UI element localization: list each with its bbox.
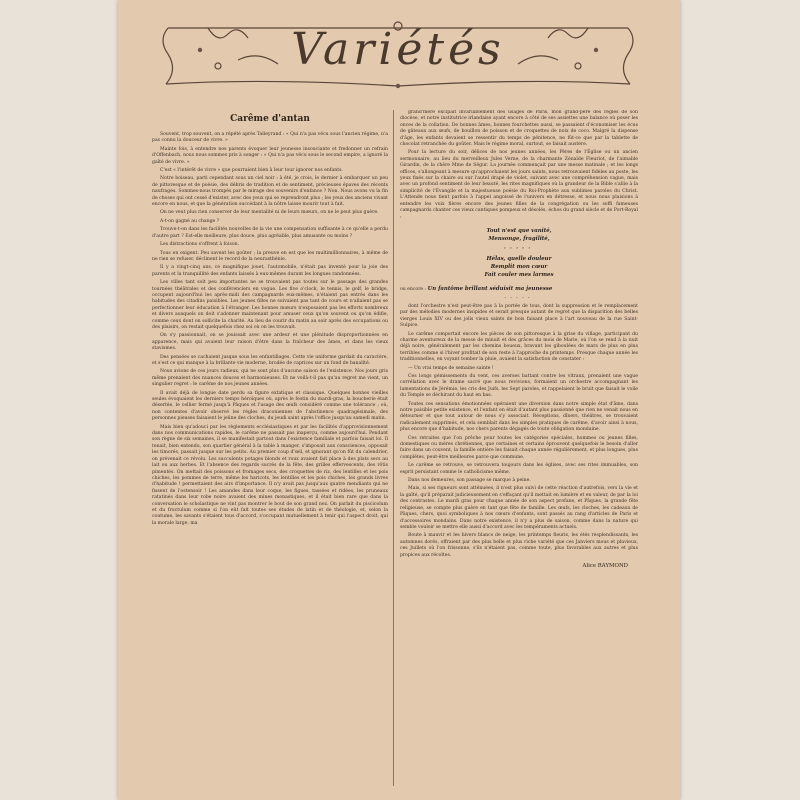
author-signature: Alice RAYMOND	[582, 562, 628, 569]
article-paragraph: Boute à mauvir et les hivers blancs de neige, les printemps fleuris, les étés resplendissants, les automnes dorés, offraient par des plus belle et plus riche variété que ces Janviers mous et pluvieux, ces Juillets où l'on frissonne, s'ils n'étaient pas, comme toute, plus favorables aux autres et plus propices aux récoltes.	[400, 533, 638, 558]
article-paragraph: A-t-on gagné au change ?	[160, 218, 220, 224]
article-paragraph: Des pensées se cachaient jusque sous les enfantillages. Cette vie uniforme gardait du caractère, et s'est ce qui manque à la brillante vie moderne, brodée de caprices sur un fond de banalité.	[152, 354, 388, 366]
article-paragraph: grand'mère excipait invariablement des usages de Paris, mon grand-père des règles de son diocèse, et notre institutrice irlandaise ayant encore à côté de ses assiettes une balance où poser les onces de la collation. De bonnes âmes, bonnes fourchettes aussi, se passaient d'économiser les écus de gâteaux aux œufs, de bouillon de poisson et de croquettes de noix de coco. Malgré la dispense d'âge, les enfants devaient se ressentir du temps de pénitence, ne fût-ce que par la tablette de chocolat retranchée du goûter. Mais le régime moral, surtout, se faisait austère.	[400, 110, 638, 148]
poem-lead-line	[400, 285, 638, 293]
poem-line: Fait couler mes larmes	[484, 271, 554, 278]
article-paragraph: Les distractions s'offrent à foison.	[160, 242, 240, 248]
article-paragraph: Mais bien qu'adouci par les règlements ecclésiastiques et par les facilités d'approvisionnement dans nos communications rapides, le carême ne passait pas inaperçu, comme aujourd'hui. Pendant son règne de six semaines, il se manifestait partout dans l'existence familiale et parfois faisait loi. Il tenait, bien entendu, son quartier général à la table à manger, s'imposait aux consciences, opposait les timorés, passait jusque sur les petits. Au premier coup d'œil, et ignorant qu'on fût du calendrier, on prévenait ce révolu. Les succulents potages blonds et roux avaient fait place à des plats secs au lait ou aux herbes. Et l'absence des regards sucrés de la fête, des grilles effervescents, des rôtis pimentés. On mettait des poissons et fromages secs, des croquettes de riz, des lentilles et les pois chiches, les pommes de terre, même les haricots, les lentilles et les pois chiches, les grands livres d'habitude ! permettaient des airs d'importance. Il n'y avait pas jusqu'aux quatre mendiants qui ne fissent de l'ostensoir ! Les amandes dans leur coque, les figues, tassées et ridées, les pruneaux ratatinés dans leur robe noire avaient des mines monastiques, et il était bien rare que dans la conversation le scholastique ne vint pas montrer le bout de son grand nez. On parlait du piscicolum et du fructulum comme si l'on eût fait toutes ses études de latin et de théologie, et, selon la coutume, les savants s'étaient tous d'accord, s'occupant mutuellement à tenir qui l'aspect droit, qui la morale large, ma	[152, 424, 388, 526]
column-divider	[393, 110, 394, 786]
article-paragraph: On ne veut plus rien conserver de leur mentalité ni de leurs mœurs, on ne le peut plus guère.	[160, 210, 379, 216]
article-paragraph: dont l'orchestre n'est peut-être pas à la portée de tous, dont la suppression et le remplacement par des mélodies modernes insipides et serait presque autant de regret que la disparition des belles vierges Louis XIV ou des jolis vieux saints de bois faisant place à l'art nouveau de la rue Saint-Sulpice.	[400, 303, 638, 329]
poem-block	[400, 227, 638, 279]
poem-separator: ·····	[503, 244, 535, 252]
article-paragraph: Tous en exigent. Peu savent les goûter ; la preuve en est que les multimillionnaires, à même de ne rien se refuser, déclinent le record de la neurasthénie.	[152, 250, 388, 262]
left-paragraphs	[152, 132, 388, 527]
left-column	[152, 110, 388, 786]
banner-title: Variétés	[291, 24, 505, 75]
article-paragraph: Toutes ces sensations émotionnées opéraient une diversion dans notre simple état d'âme, dans notre paisible petite existence, et l'enfant en était d'autant plus passionné que rien ne venait nous en détourner et que tout autour de nous s'y associait. Réceptions, dîners, théâtres, se trouvaient radicalement supprimés, et cela semblait dans les simples pratiques de carême, d'avoir ainsi à nous, plus encore que d'habitude, nos chers parents dégagés de toute obligation mondaine.	[400, 401, 638, 433]
article-paragraph: Nous avions de ces jours radieux, qui ne sont plus d'aucune saison de l'existence. Nos jours gris même prenaient des nuances douces et harmonieuses. Et ne voilà-t-il pas qu'au regret me vient, un singulier regret : le carême de nos jeunes années.	[152, 369, 388, 388]
article-paragraph: Il y a vingt-cinq ans, ce magnifique jouet, l'automobile, n'était pas inventé pour la joie des parents et la tranquillité des enfants laissés à eux-mêmes durant les longues randonnées.	[152, 265, 388, 277]
poem-line: Remplit mon cœur	[490, 263, 548, 270]
article-paragraph: Le carême se retrouve, se retrouvera toujours dans les églises, avec ses rites immuables, son esprit persistant comme le catholicisme même.	[400, 463, 638, 475]
right-column	[400, 110, 638, 786]
article-paragraph: Il avait déjà de longue date perdu sa figure extatique et classique. Quelques bonnes vieilles seules évoquaient les derniers temps héroïques où, après le festin du mardi-gras, la boucherie était désertée, le cellier fermé jusqu'à Pâques et l'usage des œufs considéré comme une tolérance ; où, non contentes d'avoir observé les règles draconiennes de l'abstinence quadragésimale, des personnes pieuses faisaient le jeûne des cloches, du jeudi saint après l'office jusqu'au samedi matin.	[152, 390, 388, 422]
poem-line: Hélas, quelle douleur	[486, 255, 552, 262]
article-paragraph: C'est « l'intérêt de vivre » que pourraient bien à leur tour ignorer nos enfants.	[160, 168, 343, 174]
section-banner	[148, 20, 648, 92]
newspaper-page	[118, 0, 680, 800]
right-paragraphs	[400, 110, 638, 221]
article-title: Carême d'antan	[230, 114, 310, 124]
poem-separator: ·····	[504, 294, 534, 302]
article-paragraph: Mais, si ses rigueurs sont atténuées, il n'est plus suivi de cette réaction d'autrefois, vers la vie et la gaîté, qu'il préparait judicieusement en s'effaçant qu'il mettait en lumière et en valeur, de par la loi des contrastes. Le mardi gras pour chaque année de son aspect profane, et Pâques, la grande fête religieuse, se compte plus guère en tant que fête de famille. Les œufs, les cloches, les cadeaux de Pâques, chers, quoi symboliques à nos cœurs d'enfants, sont passés au rang d'articles de Paris et d'accessoires mondains. Dans notre existence, il n'y a plus de saison, comme dans la nature qui semble vouloir se mettre elle aussi d'accord avec les tempéraments actuels.	[400, 486, 638, 530]
right-paragraphs-continued	[400, 304, 638, 559]
article-paragraph: Trouve-t-on dans les facilités nouvelles de la vie une compensation suffisante à ce qu'elle a perdu d'autre part ? Est-elle meilleure, plus douce, plus agréable, plus amusante ou moins ?	[152, 227, 388, 239]
poem-lead: ou encore :	[400, 286, 427, 292]
article-paragraph: Dans nos demeures, son passage se marque à peine.	[408, 478, 531, 484]
article-paragraph: Souvent, trop souvent, on a répété après Talleyrand : « Qui n'a pas vécu sous l'ancien régime, n'a pas connu la douceur de vivre. »	[152, 132, 388, 144]
article-columns	[152, 110, 650, 786]
poem-line: Tout n'est que vanité,	[486, 227, 552, 234]
article-paragraph: Notre boiseau, parti cependant sous un ciel noir : à été, je crois, le dernier à embarquer un peu de pittoresque et de poésie, des débris de tradition et de sentiment, précieuses épaves des récents naufrages. Sommes-nous trompés par le mirage des souvenirs d'enfance ? Non. Nous avons vu la fin de choses qui ont cessé d'exister, avec des yeux qui se reprendront plus ; les yeux des anciens vivant encore en nous, et que la génération succédant à la nôtre laisse mourir tout à fait.	[152, 176, 388, 208]
article-paragraph: Pour la lecture du soir, délices de nos jeunes années, les Pères de l'Église ou un ancien sermonnaire, au lieu du merveilleux Jules Verne, de la charmante Zénaïde Fleuriot, de l'aimable Girardin, de la chère Mme de Ségur. La journée commençait par une messe matinale ; et les longs offices, s'allongeant à mesure qu'approchaient les jours saints, nous retrouvaient fidèles au poste, les yeux fixés sur la chaire ou sur l'autel drapé de violet, suivant avec une compréhension vague, mais avec un profond sentiment de leur beauté, les rites magnifiques où la grandeur de la Bible s'allie à la simplicité de l'Évangile et la majestueuse poésie du Roi-Prophète aux sublimes paroles du Christ. L'Attende nous tient parfois à l'appel angoissé de l'univers en détresse, et nous nous plaisions à entendre les voix fières encore des jeunes filles de la congrégation ou les soffi fameuses campagnards chanter ces vieux cantiques pompeux et désolés, échos du grand siècle et de Port-Royal :	[400, 150, 638, 220]
article-paragraph: — Un vrai temps de semaine sainte !	[408, 365, 494, 371]
article-paragraph: Les villes tant soit peu importantes ne se trouvaient pas toutes sur le passage des grandes tournées théâtrales et des conférenciers en vogue. Les five o'clock, le tennis, le golf, le bridge, occupent aujourd'hui les après-midi des campagnards eux-mêmes, n'étaient pas entrés dans les habitudes des citadins paisibles. Les jeunes filles ne suivaient pas tant de cours et n'allaient pas se perfectionner leur éducation à l'étranger. Les bonnes mœurs n'exposaient pas les efforts nombreux et divers auxquels on doit s'adonner maintenant pour amuser ceux qu'on souvent ou qu'on édifie, comme ceux dont on sollicite la charité. Au lieu de courir du matin au soir après des occupations ou des plaisirs, on restait quelquefois chez soi où on les trouvait.	[152, 280, 388, 330]
article-paragraph: Le carême comportait encore les pièces de son pittoresque à la grise du village, participant du charme aventureux de la messe de minuit et des grâces du mois de Marie, où l'on se rend à la nuit déjà noire, généralement par les chemins boueux, bravant les giboulées de mars de plus en plus terribles comme si l'hiver profitait de son reste à l'approche du printemps. Presque chaque année les traditionnelles, en voyant tomber la pluie, avaient la satisfaction de constater :	[400, 331, 638, 363]
article-paragraph: Ces longs gémissements du vent, ces averses battant contre les vitraux, prenaient une vague corrélation avec le drame sacré que nous revivions, formaient un orchestre accompagnant les lamentations de Jérémie, les cris des Juifs, les Sept paroles, et rappelaient le bruit que faisait le voile du Temple se déchirant du haut en bas.	[400, 373, 638, 399]
article-paragraph: Ces retraites que l'on prêche pour toutes les catégories spéciales, hommes ou jeunes filles, domestiques ou mères chrétiennes, que certaines et certains éprouvent quelquefois le besoin d'aller faire dans un couvent, la famille entière les faisait chaque année régulièrement, et plus longues, plus complètes, peut-être meilleures parce que commune.	[400, 435, 638, 460]
article-paragraph: Mainte fois, à entendre nos parents évoquer leur jeunesse insouciante et fredonner un refrain d'Offenbach, nous nous sommes pris à songer : « Qui n'a pas vécu sous le second empire, a ignoré la gaîté de vivre. »	[152, 146, 388, 165]
poem-line: Mensonge, fragilité,	[488, 235, 550, 242]
article-paragraph: On s'y passionnait, on se jouissait avec une ardeur et une plénitude disproportionnées en apparence, mais qui avaient leur raison d'être dans la fraîcheur des âmes, et dans les vieux stavismes.	[152, 333, 388, 352]
poem-line: Un fantôme brillant séduisit ma jeunesse	[427, 285, 553, 292]
